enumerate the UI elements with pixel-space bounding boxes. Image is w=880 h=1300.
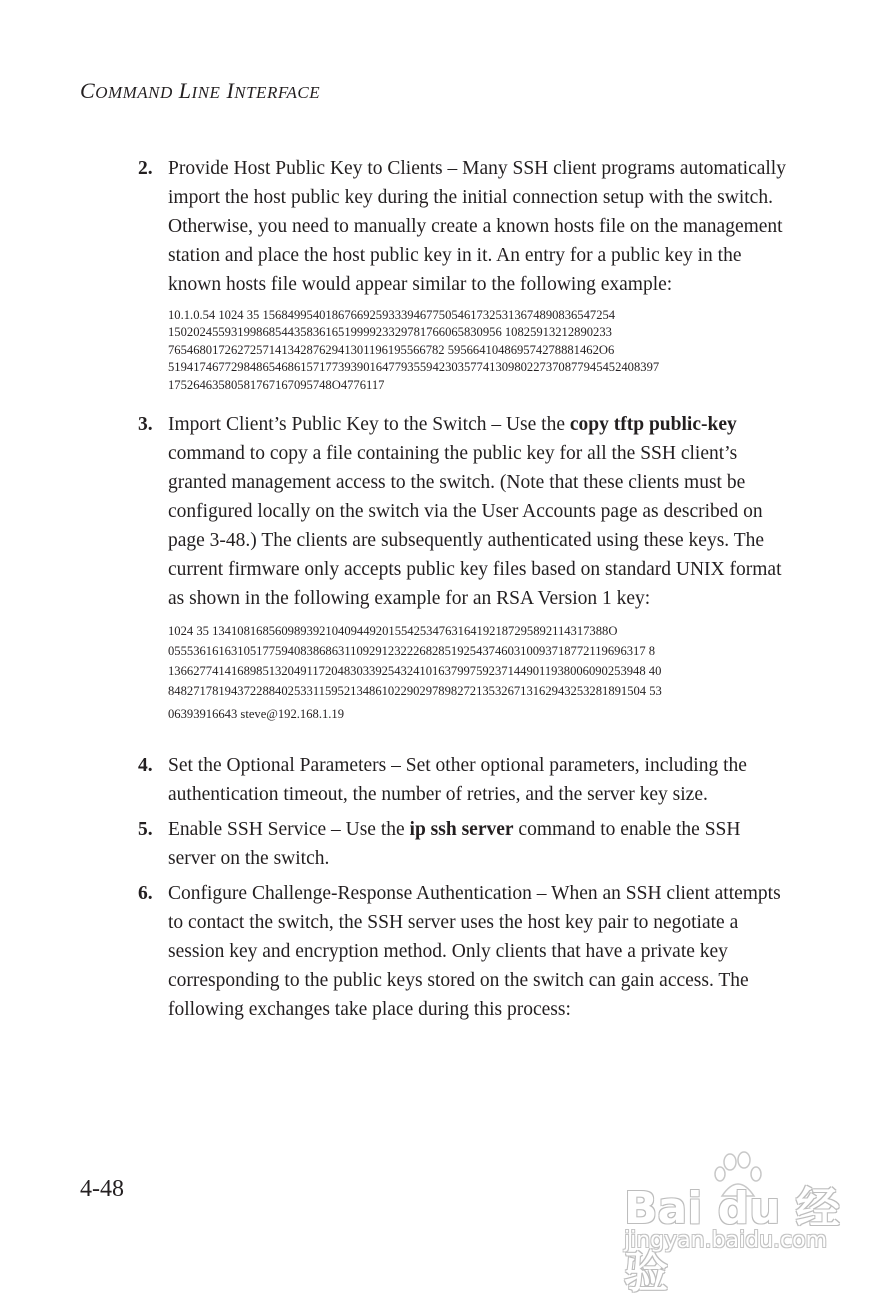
key-line: 76546801726272571413428762941301196195566782 595664104869574278881462O6 — [168, 342, 615, 357]
header-word-2: LINE — [178, 78, 221, 103]
rsa-key-example — [168, 621, 788, 727]
key-line: 0555361616310517759408386863110929123222682851925437460310093718772119696317 8 — [168, 644, 656, 659]
command-copy-tftp-public-key: copy tftp public-key — [569, 414, 737, 436]
running-header — [80, 78, 320, 104]
step-text: Provide Host Public Key to Clients – Many SSH client programs automatically import the host public key during the initial connection setup with the switch. Otherwise, you need to manually create a known hosts file on the management station and place the host public key in it. An entry for a public key in the known hosts file would appear similar to the following example: — [168, 158, 786, 295]
step-text: Set the Optional Parameters – Set other optional parameters, including the authentication timeout, the number of retries, and the server key size. — [168, 755, 747, 806]
step-5 — [138, 815, 788, 873]
page-body — [138, 154, 788, 1024]
baidu-watermark — [620, 1150, 870, 1298]
step-number: 2. — [138, 158, 153, 179]
step-text: Configure Challenge-Response Authentication – When an SSH client attempts to contact the switch, the SSH server uses the host key pair to negotiate a session key and encryption method. Only clients that have a private key corresponding to the public keys stored on the switch can gain access. The following exchanges take place during this process: — [168, 883, 781, 1021]
step-text: Import Client’s Public Key to the Switch – Use the — [168, 414, 570, 436]
key-line: 17526463580581767167095748O4776117 — [168, 377, 385, 392]
header-word-3: INTERFACE — [226, 78, 321, 103]
step-text: Enable SSH Service – Use the — [168, 819, 410, 841]
key-line: 1024 35 134108168560989392104094492015542534763164192187295892114317388O — [168, 624, 618, 639]
step-number: 5. — [138, 819, 153, 841]
header-word-1: COMMAND — [80, 78, 173, 103]
key-line: 15020245593199868544358361651999923329781766065830956 10825913212890233 — [168, 325, 612, 340]
known-hosts-key-example — [168, 307, 788, 394]
command-ip-ssh-server: ip ssh server — [409, 819, 514, 841]
step-number: 3. — [138, 414, 153, 436]
key-line: 06393916643 steve@192.168.1.19 — [168, 707, 345, 722]
step-text: command to copy a file containing the public key for all the SSH client’s granted management access to the switch. (Note that these clients must be configured locally on the switch via the User Accounts page as described on page 3-48.) The clients are subsequently authenticated using these keys. The current firmware only accepts public key files based on standard UNIX format as shown in the following example for an RSA Version 1 key: — [168, 443, 782, 610]
step-6 — [138, 879, 788, 1024]
step-4 — [138, 751, 788, 809]
step-text: command to enable the SSH server on the switch. — [168, 819, 741, 870]
key-line: 519417467729848654686157177393901647793559423035774130980227370877945452408397 — [168, 360, 660, 375]
step-number: 6. — [138, 883, 153, 905]
step-number: 4. — [138, 755, 153, 777]
key-line: 8482717819437228840253311595213486102290297898272135326713162943253281891504 53 — [168, 684, 662, 699]
step-3 — [138, 410, 788, 613]
key-line: 1366277414168985132049117204830339254324101637997592371449011938006090253948 40 — [168, 664, 662, 679]
key-line: 10.1.0.54 1024 35 15684995401867669259333946775054617325313674890836547254 — [168, 308, 616, 322]
watermark-url: jingyan.baidu.com — [624, 1228, 828, 1253]
page-number: 4-48 — [80, 1176, 124, 1202]
step-2 — [138, 154, 788, 299]
watermark-logo: Bai du 经验 — [624, 1183, 840, 1298]
